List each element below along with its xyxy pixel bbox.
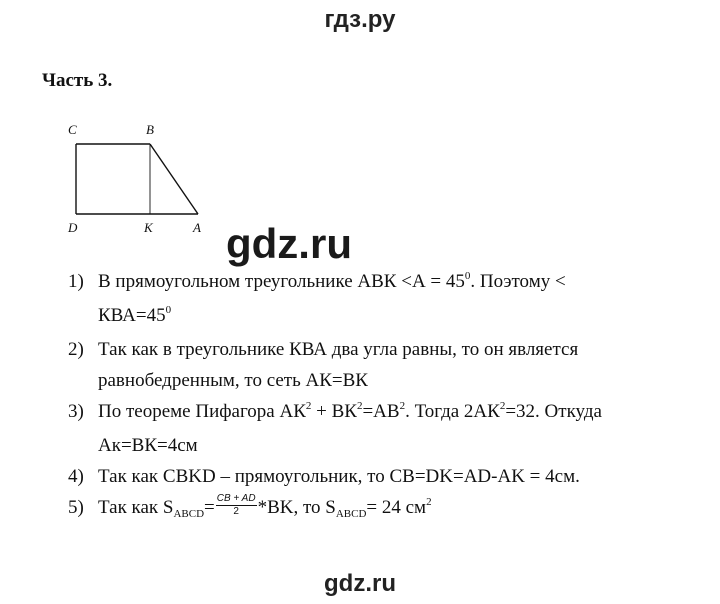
square-mark: 2 xyxy=(426,496,432,508)
label-k: K xyxy=(144,220,153,235)
square-mark: 2 xyxy=(356,400,363,412)
step-number: 1) xyxy=(68,271,84,292)
step-3-text-d: . Тогда 2АК xyxy=(405,401,500,422)
square-mark: 2 xyxy=(499,400,506,412)
square-mark: 2 xyxy=(305,400,312,412)
step-3 xyxy=(68,396,678,461)
watermark-top: гдз.ру xyxy=(324,6,396,33)
step-number: 4) xyxy=(68,466,84,487)
label-b: B xyxy=(146,122,154,137)
trapezoid-figure xyxy=(64,118,224,238)
fraction-denominator: 2 xyxy=(233,506,239,518)
step-4-text: Так как CBKD – прямоугольник, то CB=DK=AD-AK = 4см. xyxy=(98,466,580,487)
step-1-text-a: В прямоугольном треугольнике АВК <А = 45 xyxy=(98,271,465,292)
step-4 xyxy=(68,461,678,492)
area-subscript: ABCD xyxy=(335,508,367,520)
label-c: C xyxy=(68,122,77,137)
step-5 xyxy=(68,492,678,526)
step-number: 5) xyxy=(68,497,84,518)
step-1-text-c: КВА=45 xyxy=(98,305,166,326)
area-subscript: ABCD xyxy=(173,508,205,520)
watermark-mid: gdz.ru xyxy=(226,220,352,267)
step-1-text-b: . Поэтому < xyxy=(470,271,566,292)
step-5-text-b: = xyxy=(204,497,215,518)
step-3-text-f: Ак=ВК=4см xyxy=(98,435,198,456)
step-3-text-b: + ВК xyxy=(311,401,357,422)
degree-mark: 0 xyxy=(165,304,172,316)
label-a: A xyxy=(193,220,201,235)
step-1 xyxy=(68,266,678,334)
side-ba xyxy=(150,144,198,214)
watermark-bottom: gdz.ru xyxy=(324,570,396,597)
step-number: 2) xyxy=(68,339,84,360)
solution-steps xyxy=(68,266,678,526)
step-number: 3) xyxy=(68,401,84,422)
square-mark: 2 xyxy=(399,400,406,412)
degree-mark: 0 xyxy=(464,270,471,282)
step-3-text-a: По теореме Пифагора АК xyxy=(98,401,306,422)
step-5-text-a: Так как S xyxy=(98,497,174,518)
part-title: Часть 3. xyxy=(42,70,113,91)
label-d: D xyxy=(68,220,78,235)
step-3-text-e: =32. Откуда xyxy=(505,401,602,422)
step-5-text-c: *BK, то S xyxy=(257,497,336,518)
step-2 xyxy=(68,334,678,396)
step-2-text-a: Так как в треугольнике КВА два угла равны, то он является xyxy=(98,339,579,360)
fraction xyxy=(216,493,257,518)
fraction-numerator: CB + AD xyxy=(216,493,256,505)
step-2-text-b: равнобедренным, то сеть АК=ВК xyxy=(98,370,368,391)
step-3-text-c: =АВ xyxy=(362,401,400,422)
step-5-text-d: = 24 см xyxy=(366,497,427,518)
